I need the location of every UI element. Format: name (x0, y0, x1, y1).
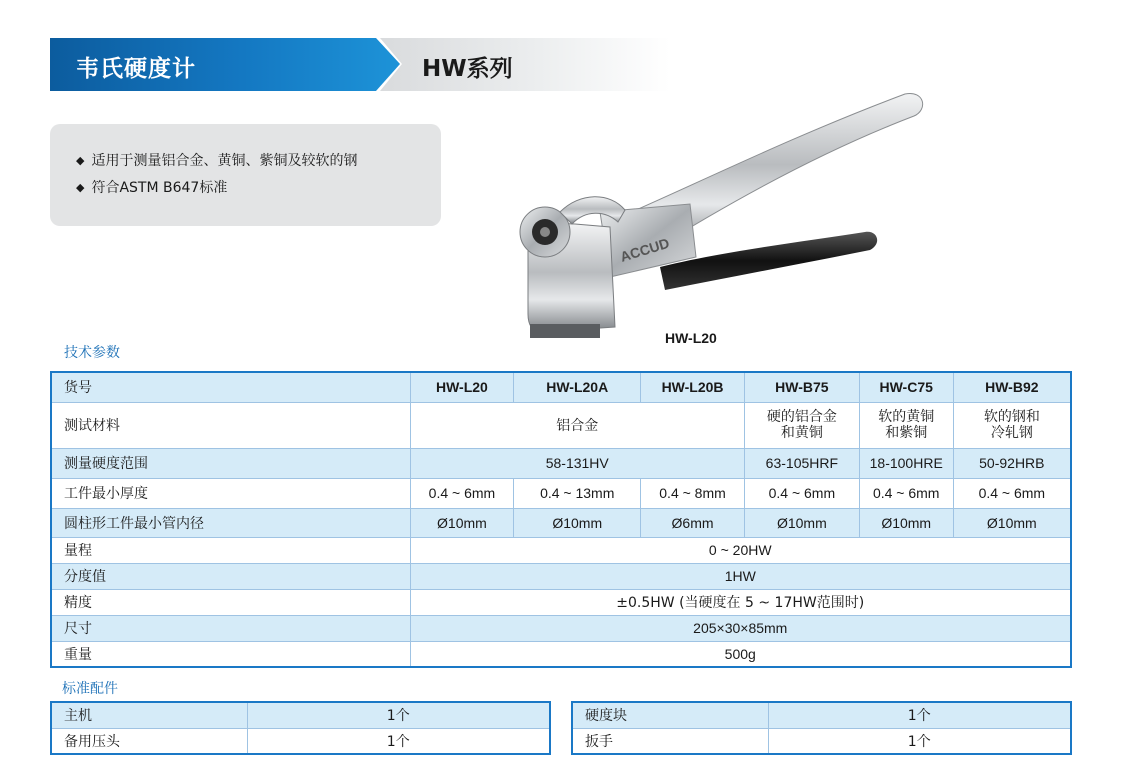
spec-table (50, 371, 1072, 668)
table-row (51, 372, 1071, 402)
row-label: 量程 (51, 537, 410, 563)
row-label: 精度 (51, 589, 410, 615)
table-cell: 0.4 ~ 6mm (410, 478, 514, 508)
table-row (51, 589, 1071, 615)
brand-logo: ACCUD (618, 234, 672, 265)
accessories-table-right (571, 701, 1072, 755)
table-row (51, 641, 1071, 667)
table-row (51, 478, 1071, 508)
table-cell: 0.4 ~ 6mm (859, 478, 953, 508)
model-cell: HW-B75 (744, 372, 859, 402)
table-cell: 硬的铝合金 和黄铜 (744, 402, 859, 448)
table-row (572, 702, 1071, 728)
accessory-qty: 1个 (247, 728, 550, 754)
table-cell: 50-92HRB (953, 448, 1071, 478)
feature-item: ◆ 适用于测量铝合金、黄铜、紫铜及较软的钢 (76, 148, 441, 175)
table-cell: Ø6mm (641, 508, 745, 537)
row-label: 货号 (51, 372, 410, 402)
table-row (51, 728, 550, 754)
table-cell: 软的钢和 冷轧钢 (953, 402, 1071, 448)
page-title: 韦氏硬度计 (76, 56, 196, 82)
product-caption: HW-L20 (665, 330, 717, 346)
accessory-qty: 1个 (247, 702, 550, 728)
model-cell: HW-L20B (641, 372, 745, 402)
row-label: 重量 (51, 641, 410, 667)
table-row (51, 402, 1071, 448)
diamond-bullet-icon: ◆ (76, 181, 85, 194)
accessory-name: 备用压头 (51, 728, 247, 754)
table-cell: 0.4 ~ 6mm (953, 478, 1071, 508)
accessories-table-left (50, 701, 551, 755)
hardness-tester-image (500, 92, 930, 352)
table-cell: 63-105HRF (744, 448, 859, 478)
feature-list (50, 124, 441, 226)
model-cell: HW-B92 (953, 372, 1071, 402)
table-cell: 0 ~ 20HW (410, 537, 1071, 563)
feature-item: ◆ 符合ASTM B647标准 (76, 175, 441, 202)
row-label: 尺寸 (51, 615, 410, 641)
diamond-bullet-icon: ◆ (76, 154, 85, 167)
accessory-name: 硬度块 (572, 702, 768, 728)
table-cell: 58-131HV (410, 448, 744, 478)
accessory-qty: 1个 (768, 702, 1071, 728)
accessory-qty: 1个 (768, 728, 1071, 754)
row-label: 分度值 (51, 563, 410, 589)
table-cell: Ø10mm (953, 508, 1071, 537)
accessory-name: 扳手 (572, 728, 768, 754)
model-cell: HW-L20A (514, 372, 641, 402)
table-cell: 0.4 ~ 8mm (641, 478, 745, 508)
table-cell: 铝合金 (410, 402, 744, 448)
table-cell: 18-100HRE (859, 448, 953, 478)
row-label: 工件最小厚度 (51, 478, 410, 508)
table-cell: 500g (410, 641, 1071, 667)
series-title: HW系列 (422, 56, 513, 82)
table-row (51, 563, 1071, 589)
table-cell: Ø10mm (514, 508, 641, 537)
header-banner (50, 38, 670, 91)
table-cell: Ø10mm (859, 508, 953, 537)
table-row (572, 728, 1071, 754)
accessory-name: 主机 (51, 702, 247, 728)
table-row (51, 702, 550, 728)
specs-section-title: 技术参数 (64, 345, 120, 361)
table-cell: Ø10mm (744, 508, 859, 537)
accessories-section-title: 标准配件 (62, 681, 118, 697)
table-row (51, 448, 1071, 478)
table-row (51, 537, 1071, 563)
table-row (51, 615, 1071, 641)
table-cell: ±0.5HW (当硬度在 5 ~ 17HW范围时) (410, 589, 1071, 615)
table-cell: 0.4 ~ 13mm (514, 478, 641, 508)
table-cell: 软的黄铜 和紫铜 (859, 402, 953, 448)
table-cell: Ø10mm (410, 508, 514, 537)
table-cell: 1HW (410, 563, 1071, 589)
row-label: 测试材料 (51, 402, 410, 448)
table-cell: 205×30×85mm (410, 615, 1071, 641)
row-label: 圆柱形工件最小管内径 (51, 508, 410, 537)
row-label: 测量硬度范围 (51, 448, 410, 478)
table-cell: 0.4 ~ 6mm (744, 478, 859, 508)
model-cell: HW-C75 (859, 372, 953, 402)
table-row (51, 508, 1071, 537)
model-cell: HW-L20 (410, 372, 514, 402)
